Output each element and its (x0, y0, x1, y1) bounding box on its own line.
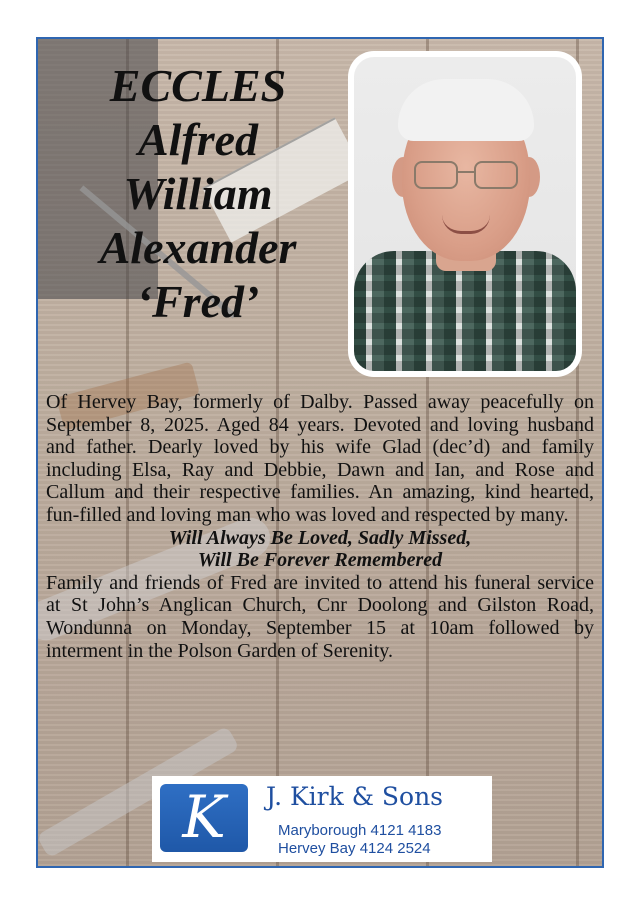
middle-name-2: Alexander (99, 222, 297, 273)
k-emblem-icon (160, 784, 248, 852)
phone-hervey-bay: Hervey Bay 4124 2524 (278, 840, 431, 857)
tribute-line-1: Will Always Be Loved, Sadly Missed, (168, 526, 472, 549)
obituary-paragraph: Of Hervey Bay, formerly of Dalby. Passed away peacefully on September 8, 2025. Aged 84 years. Devoted and loving husband and father. Dearly loved by his wife Glad (dec’d) and family including Elsa, Ray and Debbie, Dawn and Ian, and Rose and Callum and their respective families. An amazing, kind hearted, fun-filled and loving man who was loved and respected by many. (46, 391, 594, 526)
tribute-verse (46, 527, 594, 572)
deceased-name (78, 59, 318, 329)
surname: ECCLES (109, 60, 287, 111)
portrait-photo (348, 51, 582, 377)
funeral-director-name: J. Kirk & Sons (266, 782, 444, 811)
glasses-bridge (458, 171, 474, 173)
nickname: ‘Fred’ (136, 276, 260, 327)
first-name: Alfred (137, 114, 259, 165)
emblem-letter: K (182, 783, 226, 851)
funeral-director-logo (152, 776, 492, 862)
notice-frame (36, 37, 604, 868)
portrait-glasses (414, 161, 518, 191)
funeral-details-paragraph: Family and friends of Fred are invited to attend his funeral service at St John’s Anglican Church, Cnr Doolong and Gilston Road, Wondunna on Monday, September 15 at 10am followed by interment in the Polson Garden of Serenity. (46, 571, 594, 662)
glasses-lens-right (474, 161, 518, 189)
portrait-hair (398, 79, 534, 141)
phone-maryborough: Maryborough 4121 4183 (278, 822, 442, 839)
tribute-line-2: Will Be Forever Remembered (197, 549, 443, 572)
portrait-image (354, 57, 576, 371)
notice-text (46, 391, 594, 662)
glasses-lens-left (414, 161, 458, 189)
middle-name-1: William (123, 168, 273, 219)
